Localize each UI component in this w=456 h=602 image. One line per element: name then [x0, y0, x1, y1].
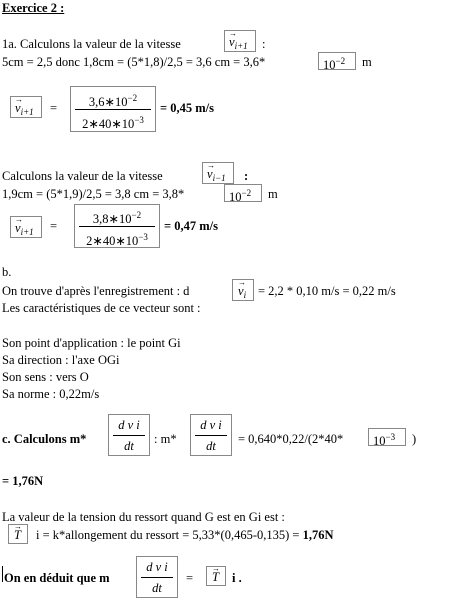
section-2-lead: Calculons la valeur de la vitesse [2, 169, 163, 183]
velocity-vector-box: $v \to_{i+1}$ [224, 30, 256, 52]
power-of-ten-box: $10^{-3}$ [368, 428, 406, 446]
result-c: = 1,76N [2, 474, 44, 488]
velocity-vector-box: $v \to_i$ [232, 279, 254, 301]
power-of-ten-box: $10^{-2}$ [318, 52, 356, 70]
text-cursor [2, 566, 3, 582]
derivative-fraction-box: d v i dt [108, 414, 150, 456]
velocity-vector-box: $v \to_{i-1}$ [202, 162, 234, 184]
tension-line1: La valeur de la tension du ressort quand G est en Gi est : [2, 510, 285, 524]
result-2: = 0,47 m/s [164, 219, 218, 233]
exercise-title: Exercice 2 : [2, 1, 65, 15]
conclusion-lead: On en déduit que m [4, 571, 110, 585]
tension-vector-box: T → [206, 566, 226, 586]
section-1a-lead: 1a. Calculons la valeur de la vitesse [2, 37, 181, 51]
section-c-lead: c. Calculons m* [2, 432, 87, 446]
section-b-line1: On trouve d'après l'enregistrement : d [2, 284, 190, 298]
power-of-ten-box: $10^{-2}$ [224, 184, 262, 202]
velocity-vector-box: $v \to_{i+1}$ [10, 96, 42, 118]
result-1: = 0,45 m/s [160, 101, 214, 115]
derivative-fraction-box: d v i dt [190, 414, 232, 456]
section-1a-calc: 5cm = 2,5 donc 1,8cm = (5*1,8)/2,5 = 3,6 cm = 3,6* [2, 55, 266, 69]
fraction-box: $3,6∗10^{-2}$ $2∗40∗10^{-3}$ [70, 86, 156, 132]
fraction-box: $3,8∗10^{-2}$ $2∗40∗10^{-3}$ [74, 204, 160, 248]
section-2-calc: 1,9cm = (5*1,9)/2,5 = 3,8 cm = 3,8* [2, 187, 185, 201]
velocity-vector-box: $v \to_{i+1}$ [10, 216, 42, 238]
tension-vector-box: T → [8, 524, 28, 544]
tension-line2: i = k*allongement du ressort = 5,33*(0,465-0,135) = 1,76N [36, 528, 334, 542]
derivative-fraction-box: d v i dt [136, 556, 178, 598]
